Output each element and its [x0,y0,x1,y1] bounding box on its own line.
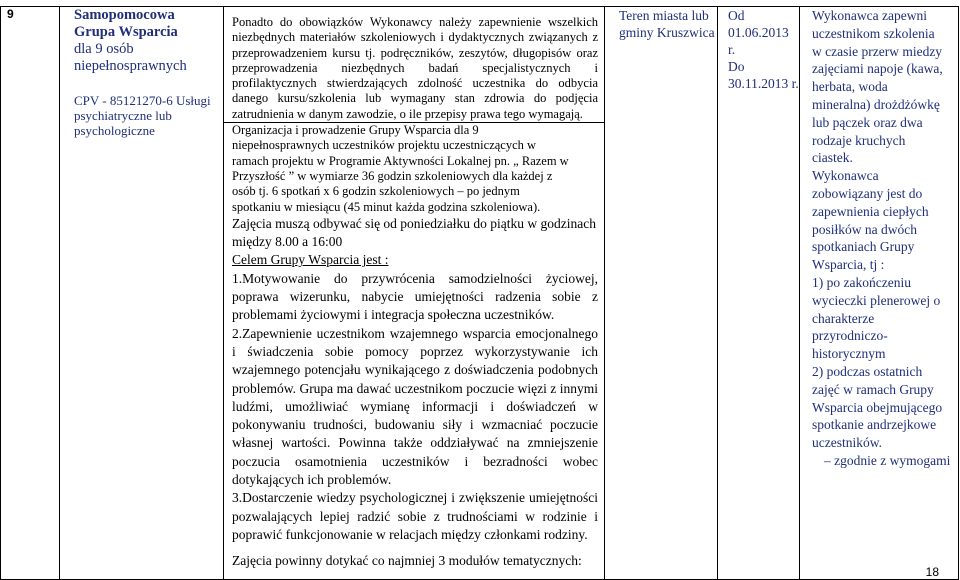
place-line: gminy Kruszwica [619,25,715,40]
catering-after-0: 1) po zakończeniu [812,274,911,290]
place-cell [605,7,718,580]
catering-last-line: – zgodnie z wymogami [824,452,951,468]
catering-plain-8: ciastek. [812,150,853,166]
catering-plain-7: rodzaje kruchych [812,132,906,148]
catering-underlined-5: Wsparcia, tj : [812,257,885,273]
catering-plain-5: mineralna) drożdżówkę [812,96,940,112]
catering-after-7: Wsparcia obejmującego [812,399,943,415]
organization-block [224,122,604,215]
goal-1: 1.Motywowanie do przywrócenia samodzielności życiowej, poprawa wizerunku, nabycie umiejętności radzenia sobie z problemami życiowymi i integracja społeczna uczestników. [232,270,598,323]
catering-plain-1: uczestnikom szkolenia [812,25,935,41]
place-line: Teren miasta lub [619,8,709,23]
catering-after-9: uczestników. [812,435,882,451]
dates-cell [718,7,800,580]
row-number-cell [1,7,60,580]
description-cell [224,7,605,580]
goal-2: 2.Zapewnienie uczestnikom wzajemnego wsparcia emocjonalnego i świadczenia sobie pomocy poprzez wykorzystywanie ich wzajemnego potencjału wynikającego z doświadczenia podobnych problemów. Grupa ma dawać uczestnikom poczucie więzi z innymi ludźmi, umożliwiać wymianę informacji i doświadczeń w pokonywaniu trudności, budowaniu siły i wzmacniać poczucie własnej wartości. Powinna także oddziaływać na zmniejszenie poczucia osamotnienia uczestników i bezradności wobec dotykających ich problemów. [232,325,598,488]
organization-line: Organizacja i prowadzenie Grupy Wsparcia dla 9 [232,123,479,138]
catering-after-1: wycieczki plenerowej o [812,292,941,308]
organization-line: spotkaniu w miesiącu (45 minut każda godzina szkoleniowa). [232,199,541,214]
row-number: 9 [7,7,14,21]
table-row [1,7,959,580]
catering-after-4: historycznym [812,346,886,362]
goals-block [224,215,604,579]
schedule-line: Zajęcia muszą odbywać się od poniedziałku do piątku w godzinach [232,215,597,231]
cpv-code-line3: psychologiczne [74,123,155,138]
catering-underlined-3: posiłków na dwóch [812,221,917,237]
service-name-cell [60,7,224,580]
date-to-label: Do [728,59,745,74]
catering-plain-3: zajęciami napoje (kawa, [812,61,943,77]
organization-line: niepełnosprawnych uczestników projektu uczestniczących w [232,138,537,153]
catering-cell [800,7,959,580]
modules-line: Zajęcia powinny dotykać co najmniej 3 modułów tematycznych: [232,553,582,569]
service-title-line1: Samopomocowa [74,7,175,23]
catering-after-2: charakterze [812,310,875,326]
catering-underlined-2: zapewnienia ciepłych [812,203,929,219]
catering-after-5: 2) podczas ostatnich [812,363,923,379]
catering-underlined-1: zobowiązany jest do [812,185,923,201]
requirements-table [0,6,959,580]
cpv-code-line2: psychiatryczne lub [74,108,172,123]
catering-plain-0: Wykonawca zapewni [812,8,928,23]
organization-line: Przyszłość ” w wymiarze 36 godzin szkoleniowych dla każdej z [232,168,553,183]
schedule-hours: między 8.00 a 16:00 [232,234,343,250]
catering-after-3: przyrodniczo- [812,328,888,344]
catering-plain-4: herbata, woda [812,79,888,95]
service-participants: dla 9 osób [74,41,134,57]
goal-3: 3.Dostarczenie wiedzy psychologicznej i zwiększenie umiejętności pozwalających lepiej radzić sobie z trudnościami w rodzinie i poprawić funkcjonowanie w relacjach między członkami rodziny. [232,490,598,542]
date-to-value: 30.11.2013 r. [728,76,799,91]
catering-plain-6: lub pączek oraz dwa [812,114,923,130]
service-title-line2: Grupa Wsparcia [74,24,178,40]
cpv-code-line1: CPV - 85121270-6 Usługi [74,93,211,108]
goals-heading: Celem Grupy Wsparcia jest : [232,252,389,268]
organization-line: osób tj. 6 spotkań x 6 godzin szkoleniowych – po jednym [232,184,520,199]
service-participants-type: niepełnosprawnych [74,58,187,74]
catering-underlined-4: spotkaniach Grupy [812,239,915,255]
organization-line: ramach projektu w Programie Aktywności Lokalnej pn. „ Razem w [232,153,569,168]
catering-after-8: spotkanie andrzejkowe [812,417,937,433]
obligations-paragraph: Ponadto do obowiązków Wykonawcy należy zapewnienie wszelkich niezbędnych materiałów szkoleniowych i dydaktycznych związanych z przeprowadzeniem kursu tj. podręczników, zeszytów, długopisów oraz przeprowadzenia niezbędnych badań specjalistycznych i profilaktycznych stwierdzających zdolność uczestnika do odbycia danego kursu/szkolenia lub wymagany stan zdrowia do podjęcia zatrudnienia w danym zawodzie, o ile przepisy prawa tego wymagają. [232,15,598,121]
catering-after-6: zajęć w ramach Grupy [812,381,934,397]
date-from-label: Od [728,8,745,23]
catering-plain-2: w czasie przerw miedzy [812,43,943,59]
date-from-value: 01.06.2013 r. [728,25,789,57]
catering-underlined-0: Wykonawca [812,168,879,184]
page-number: 18 [925,565,939,579]
